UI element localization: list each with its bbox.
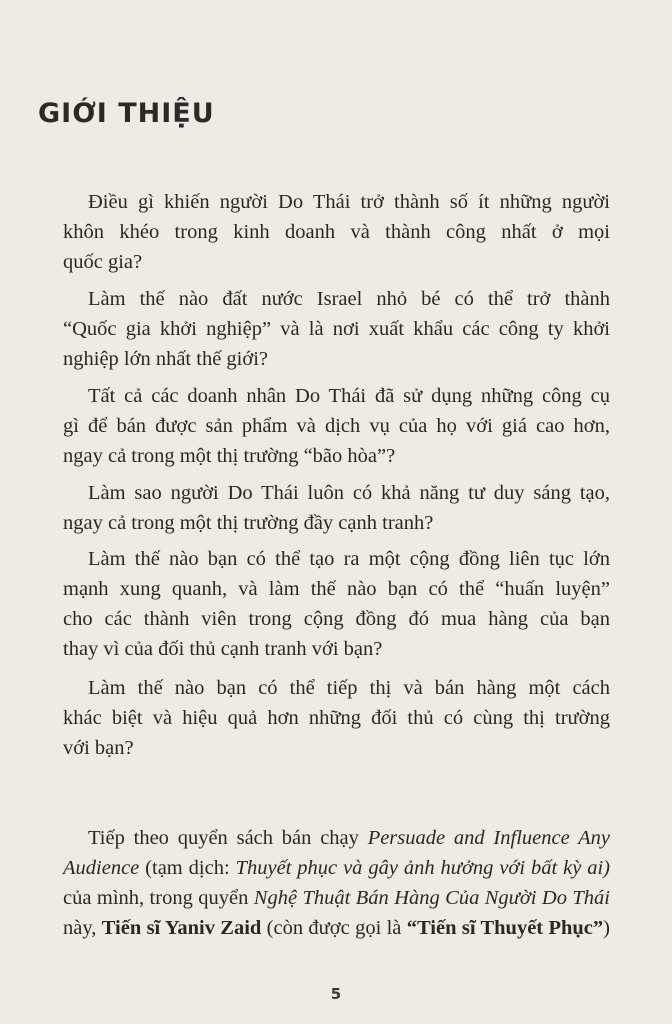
text-line: khác biệt và hiệu quả hơn những đối thủ có cùng thị trường — [63, 707, 610, 729]
text-line: Làm thế nào đất nước Israel nhỏ bé có thể trở thành — [88, 288, 610, 310]
text-line: Làm sao người Do Thái luôn có khả năng tư duy sáng tạo, — [88, 482, 610, 504]
text: ) — [603, 917, 610, 939]
author-nickname: “Tiến sĩ Thuyết Phục” — [406, 917, 604, 939]
author-name: Tiến sĩ Yaniv Zaid — [101, 917, 262, 939]
text-line: ngay cả trong một thị trường đầy cạnh tranh? — [63, 512, 434, 534]
text: Tiếp theo quyển sách bán chạy — [88, 827, 368, 849]
text-line: cho các thành viên trong cộng đồng đó mua hàng của bạn — [63, 608, 610, 630]
text-line: quốc gia? — [63, 251, 143, 273]
text: này, — [63, 917, 102, 939]
text-line — [63, 883, 610, 913]
text-line: mạnh xung quanh, và làm thế nào bạn có thể “huấn luyện” — [63, 578, 610, 600]
text: (tạm dịch: — [139, 857, 236, 879]
text-line: Tất cả các doanh nhân Do Thái đã sử dụng những công cụ — [88, 385, 610, 407]
text-line — [63, 913, 610, 943]
text-line: khôn khéo trong kinh doanh và thành công nhất ở mọi — [63, 221, 610, 243]
chapter-title: GIỚI THIỆU — [38, 98, 215, 129]
text-line: nghiệp lớn nhất thế giới? — [63, 348, 268, 370]
page-number: 5 — [330, 985, 342, 1003]
text-line: gì để bán được sản phẩm và dịch vụ của họ với giá cao hơn, — [63, 415, 610, 437]
book-title-italic: Audience — [63, 857, 140, 879]
text-line: với bạn? — [63, 737, 134, 759]
text: của mình, trong quyển — [63, 887, 254, 909]
translation-italic: Thuyết phục và gây ảnh hưởng với bất kỳ ai) — [235, 857, 610, 879]
text: (còn được gọi là — [261, 917, 407, 939]
text-line: thay vì của đối thủ cạnh tranh với bạn? — [63, 638, 383, 660]
book-title-italic: Persuade and Influence Any — [367, 827, 610, 849]
text-line: Làm thế nào bạn có thể tiếp thị và bán hàng một cách — [88, 677, 610, 699]
text-line: “Quốc gia khởi nghiệp” và là nơi xuất khẩu các công ty khởi — [63, 318, 610, 340]
text-line: ngay cả trong một thị trường “bão hòa”? — [63, 445, 396, 467]
text-line — [63, 853, 610, 883]
book-title-italic: Nghệ Thuật Bán Hàng Của Người Do Thái — [253, 887, 610, 909]
text-line: Làm thế nào bạn có thể tạo ra một cộng đồng liên tục lớn — [88, 548, 610, 570]
text-line: Điều gì khiến người Do Thái trở thành số ít những người — [88, 191, 610, 213]
text-line — [88, 823, 610, 853]
